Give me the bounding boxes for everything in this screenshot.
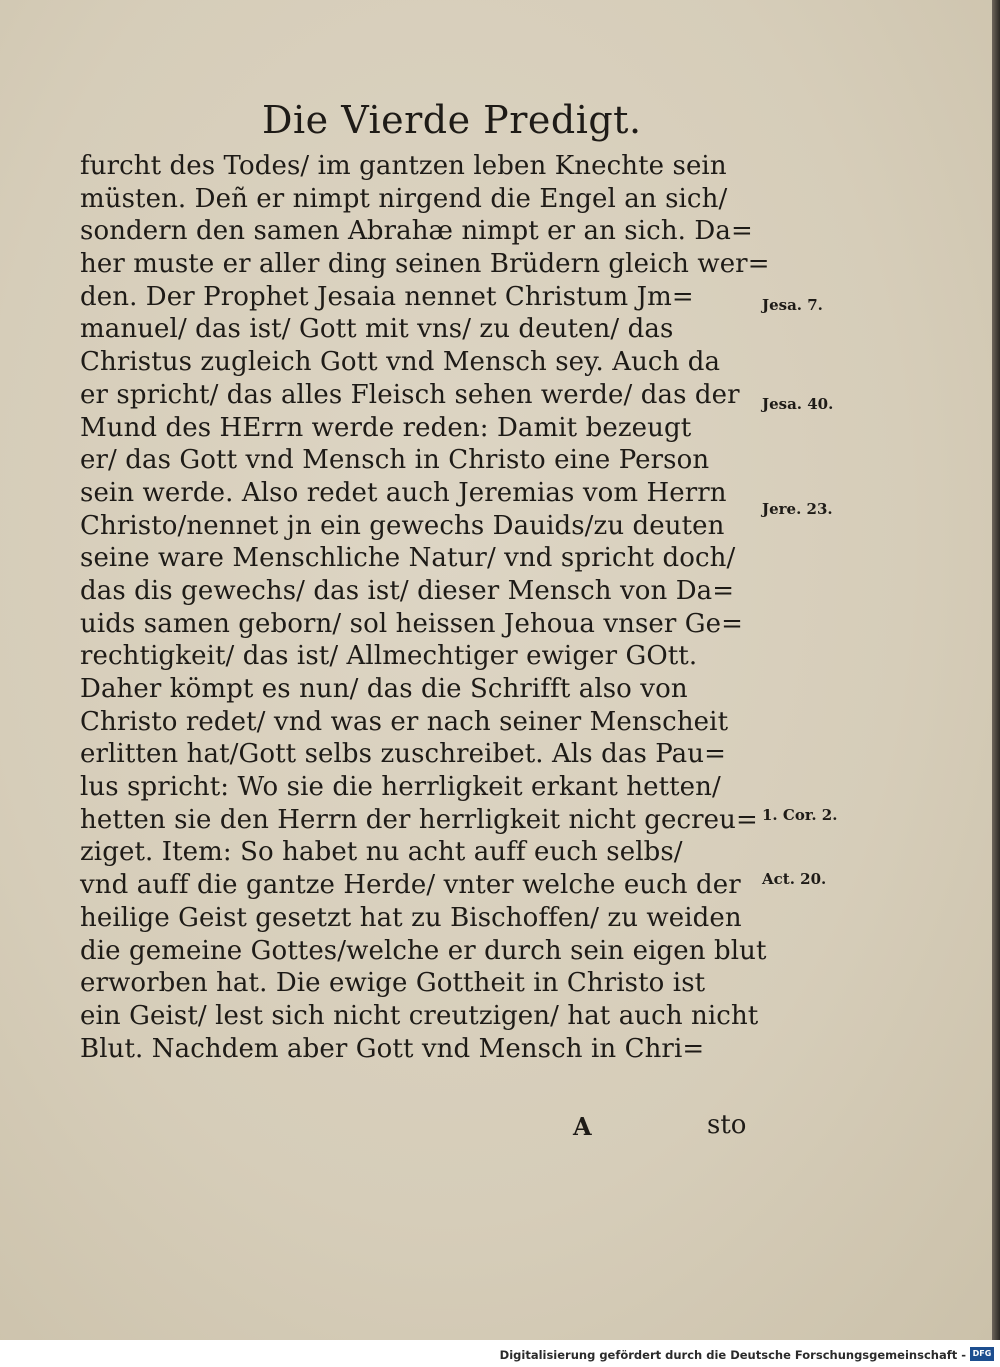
running-head: Die Vierde Predigt. <box>262 98 642 142</box>
text-line: Daher kömpt es nun/ das die Schrifft also von <box>80 674 688 704</box>
text-line: er/ das Gott vnd Mensch in Christo eine Person <box>80 445 710 476</box>
signature-mark: A <box>573 1112 592 1141</box>
text-line: Mund des HErrn werde reden: Damit bezeugt <box>80 412 692 443</box>
text-line: hetten sie den Herrn der herrligkeit nicht gecreu= <box>80 804 758 835</box>
text-line: Blut. Nachdem aber Gott vnd Mensch in Chri= <box>80 1033 705 1064</box>
text-line: vnd auff die gantze Herde/ vnter welche euch der <box>80 870 741 901</box>
text-line: er spricht/ das alles Fleisch sehen werde/ das der <box>80 379 740 410</box>
text-line: Christo redet/ vnd was er nach seiner Menscheit <box>80 706 729 737</box>
text-line: die gemeine Gottes/welche er durch sein eigen blut <box>80 935 767 966</box>
text-line: her muste er aller ding seinen Brüdern gleich wer= <box>80 249 770 280</box>
text-line: ziget. Item: So habet nu acht auff euch selbs/ <box>80 837 683 868</box>
text-line: rechtigkeit/ das ist/ Allmechtiger ewiger GOtt. <box>80 641 698 672</box>
text-line: Christo/nennet jn ein gewechs Dauids/zu deuten <box>80 510 725 541</box>
text-line: den. Der Prophet Jesaia nennet Christum Jm= <box>80 281 694 312</box>
page-edge-shadow <box>992 0 1000 1340</box>
text-line: müsten. Deñ er nimpt nirgend die Engel an sich/ <box>80 183 728 214</box>
text-line: sein werde. Also redet auch Jeremias vom Herrn <box>80 477 727 508</box>
text-line: ein Geist/ lest sich nicht creutzigen/ hat auch nicht <box>80 1000 759 1031</box>
margin-note-act-20: Act. 20. <box>762 870 827 888</box>
text-line: das dis gewechs/ das ist/ dieser Mensch von Da= <box>80 575 735 606</box>
text-line: seine ware Menschliche Natur/ vnd spricht doch/ <box>80 543 736 574</box>
text-line: uids samen geborn/ sol heissen Jehoua vnser Ge= <box>80 608 744 639</box>
text-block <box>80 150 770 1065</box>
text-line: heilige Geist gesetzt hat zu Bischoffen/ zu weiden <box>80 902 742 933</box>
margin-note-jesaia-40: Jesa. 40. <box>762 395 834 413</box>
text-line: sondern den samen Abrahæ nimpt er an sich. Da= <box>80 216 753 247</box>
text-line: erworben hat. Die ewige Gottheit in Christo ist <box>80 968 706 999</box>
text-line: lus spricht: Wo sie die herrligkeit erkant hetten/ <box>80 772 721 803</box>
text-line: furcht des Todes/ im gantzen leben Knechte sein <box>80 151 727 181</box>
text-line: manuel/ das ist/ Gott mit vns/ zu deuten/ das <box>80 314 674 345</box>
text-line: Christus zugleich Gott vnd Mensch sey. Auch da <box>80 347 721 378</box>
catchword: sto <box>707 1110 747 1140</box>
text-line: erlitten hat/Gott selbs zuschreibet. Als das Pau= <box>80 739 727 770</box>
margin-note-jeremia-23: Jere. 23. <box>762 500 833 518</box>
margin-note-jesaia-7: Jesa. 7. <box>762 296 823 314</box>
footer-credit: Digitalisierung gefördert durch die Deutsche Forschungsgemeinschaft - <box>499 1348 966 1362</box>
dfg-logo-icon: DFG <box>970 1347 994 1361</box>
margin-note-1-cor-2: 1. Cor. 2. <box>762 806 838 824</box>
